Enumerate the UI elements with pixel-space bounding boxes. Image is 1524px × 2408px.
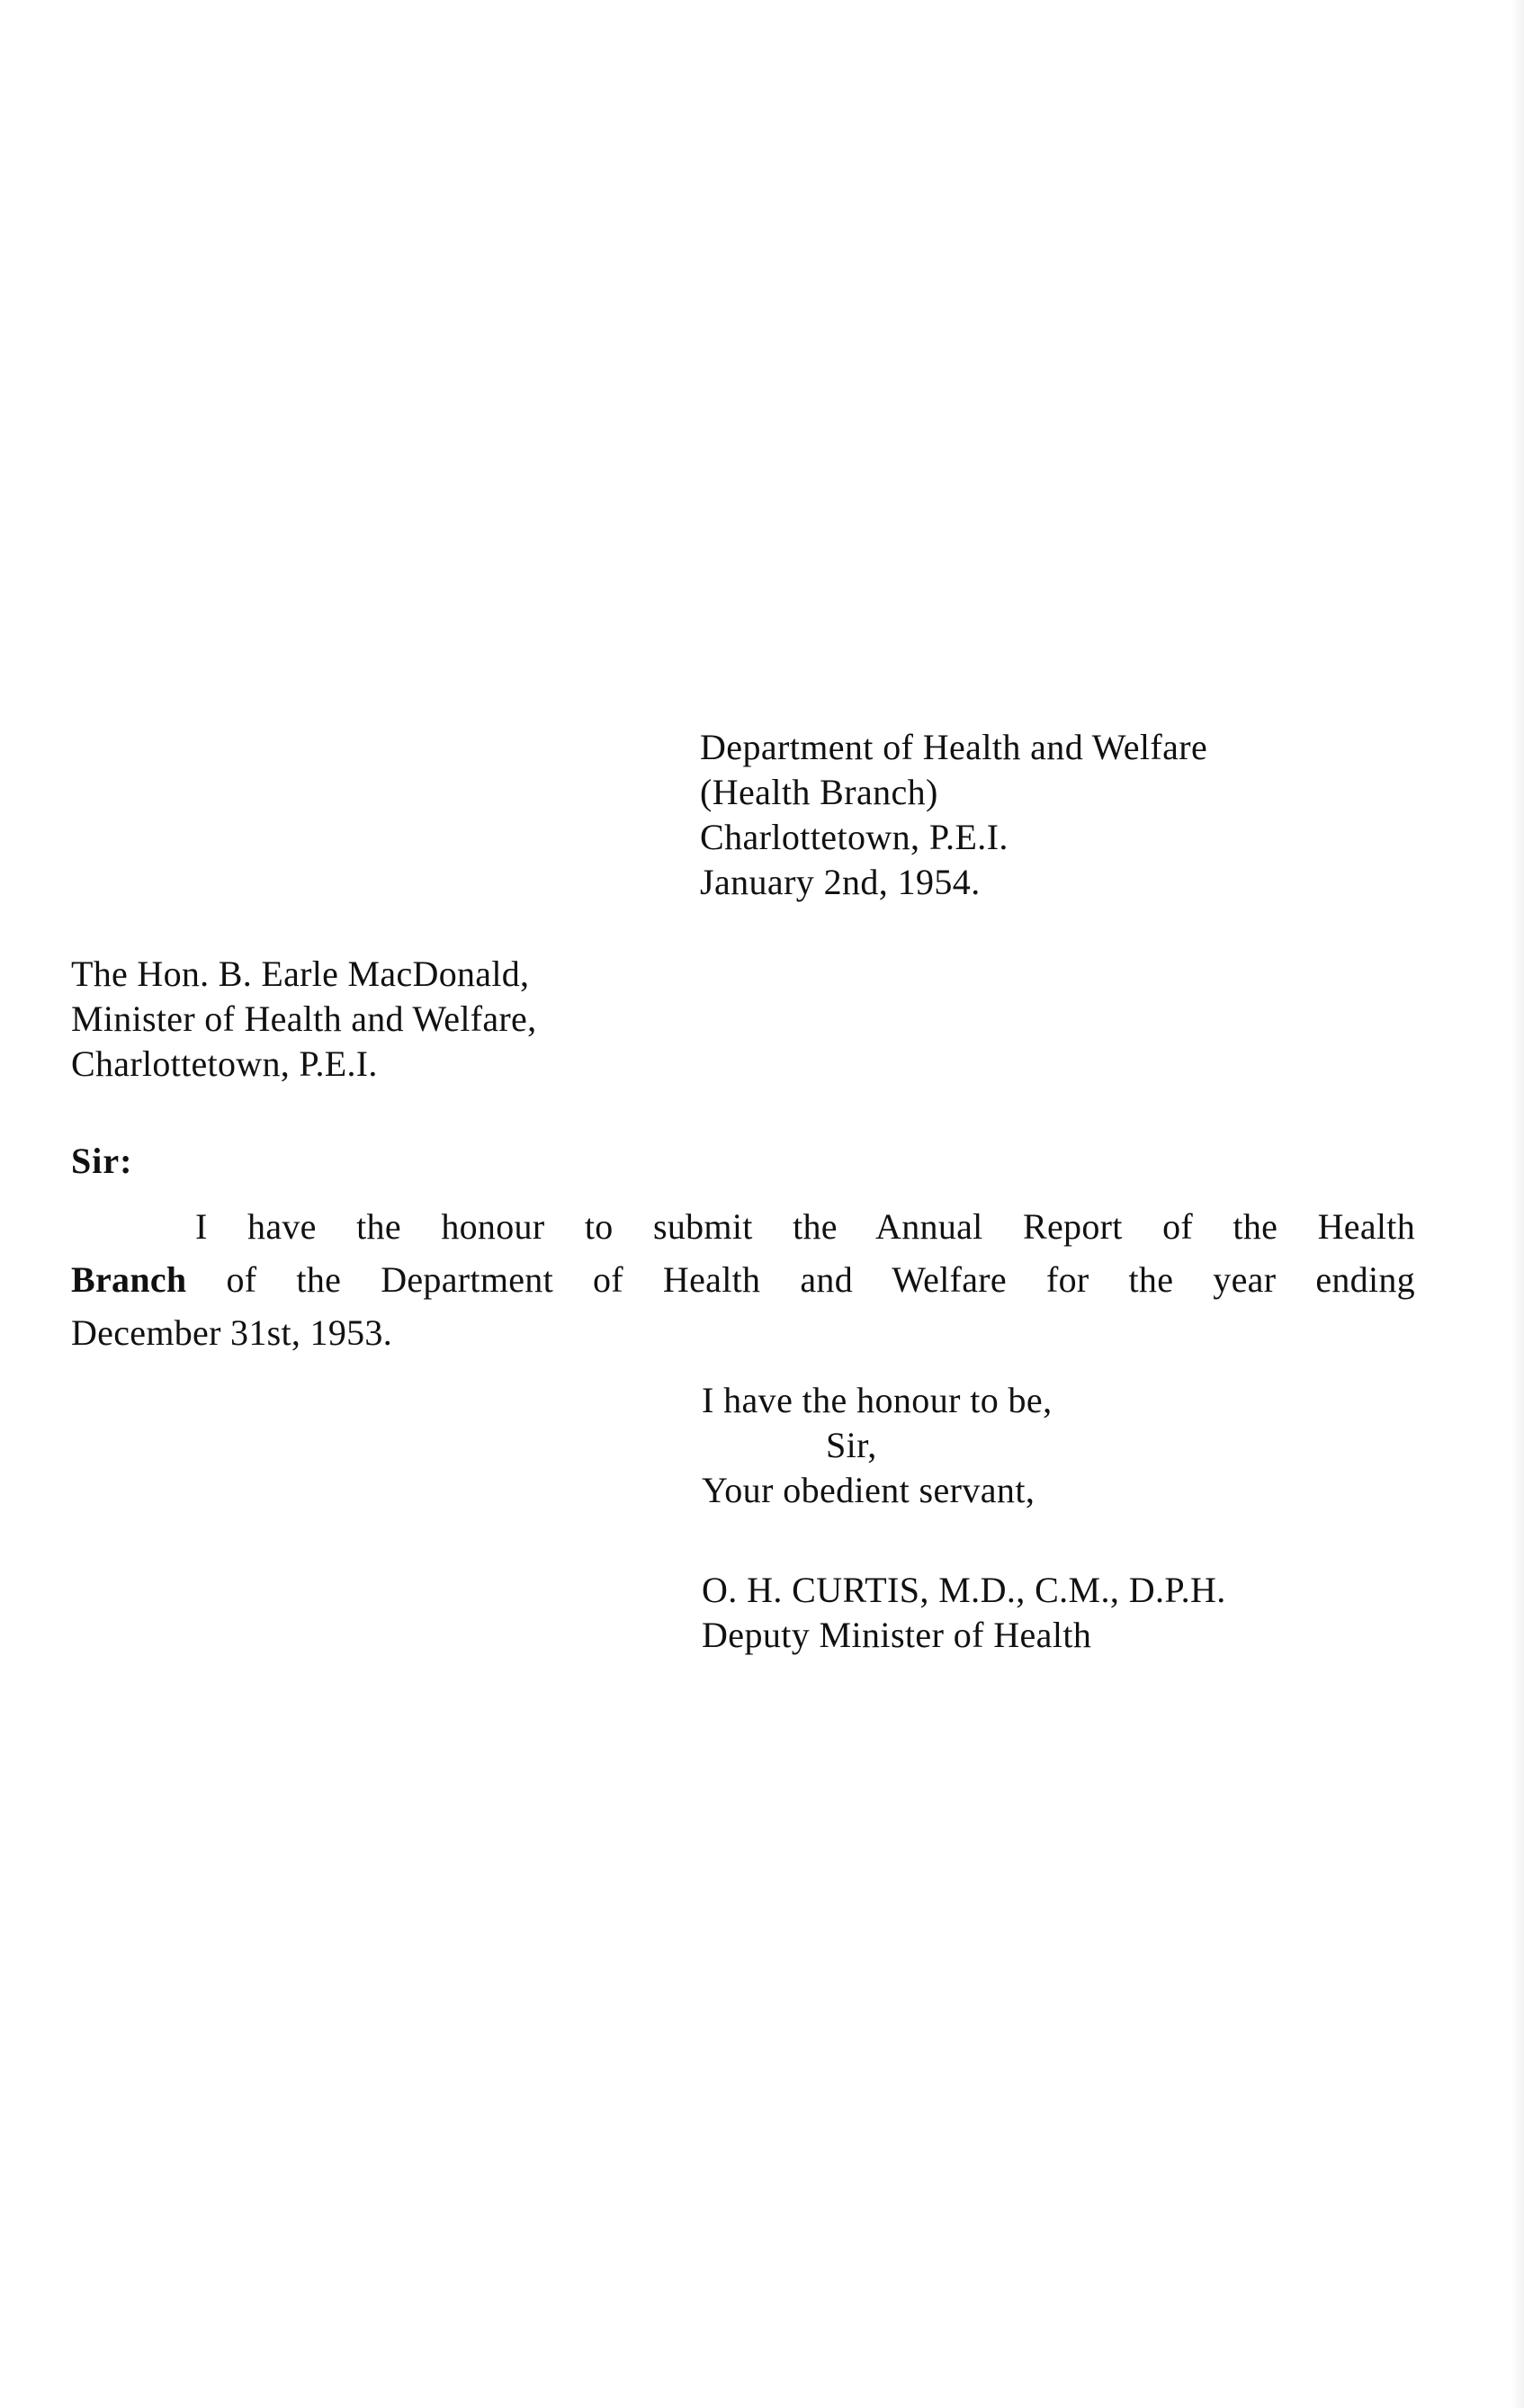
- signatory-title: Deputy Minister of Health: [702, 1615, 1092, 1655]
- page-edge-shadow: [1511, 0, 1524, 2408]
- sender-branch: (Health Branch): [700, 772, 938, 812]
- sender-city: Charlottetown, P.E.I.: [700, 817, 1009, 857]
- recipient-name: The Hon. B. Earle MacDonald,: [71, 953, 530, 994]
- closing-line-2: Sir,: [826, 1425, 877, 1465]
- body-line-1: [71, 1200, 1415, 1253]
- letter-date: January 2nd, 1954.: [700, 862, 981, 902]
- recipient-title: Minister of Health and Welfare,: [71, 998, 537, 1039]
- closing-line-1: I have the honour to be,: [702, 1380, 1053, 1420]
- body-line-2-lead: Branch: [71, 1259, 187, 1300]
- body-line-3: [71, 1306, 1415, 1359]
- body-line-3-text: December 31st, 1953.: [71, 1312, 393, 1353]
- body-line-1-text: I have the honour to submit the Annual Report of the Health: [195, 1206, 1415, 1247]
- letter-body: [71, 1200, 1415, 1359]
- recipient-city: Charlottetown, P.E.I.: [71, 1043, 378, 1084]
- signatory-name: O. H. CURTIS, M.D., C.M., D.P.H.: [702, 1570, 1226, 1610]
- sender-address: [700, 725, 1207, 905]
- salutation: Sir:: [71, 1141, 133, 1181]
- recipient-address: [71, 952, 536, 1087]
- body-line-2-text: of the Department of Health and Welfare for the year ending: [226, 1259, 1415, 1300]
- sender-department: Department of Health and Welfare: [700, 727, 1208, 767]
- signature-block: [702, 1568, 1226, 1658]
- closing-line-3: Your obedient servant,: [702, 1470, 1035, 1510]
- closing: [702, 1378, 1052, 1513]
- body-line-2: [71, 1253, 1415, 1306]
